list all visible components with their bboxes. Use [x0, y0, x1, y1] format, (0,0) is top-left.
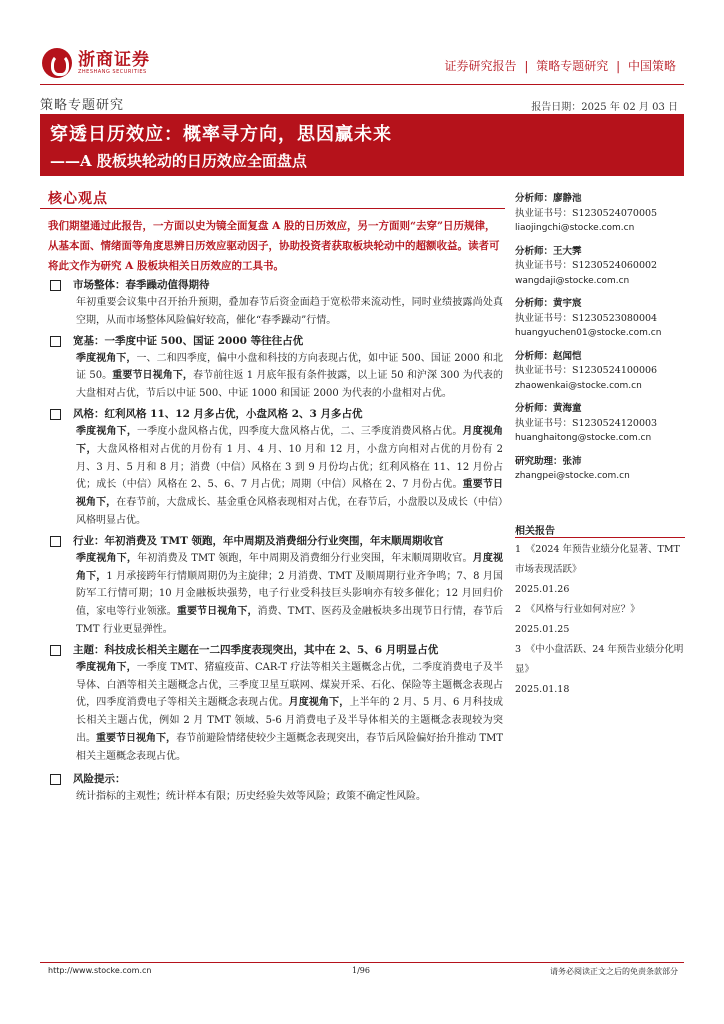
- analyst-role: 研究助理：: [515, 455, 563, 467]
- analyst-role: 分析师：: [515, 298, 554, 309]
- section-lead: 季度视角下，: [76, 425, 138, 437]
- core-intro: 我们期望通过此报告，一方面以史为镜全面复盘 A 股的日历效应，另一方面则“去穿”日历规律，从基本面、情绪面等角度思辨日历效应驱动因子，协助投资者获取板块轮动中的超额收益。读者可将此文作为研究 A 股板块相关日历效应的工具书。: [48, 220, 500, 272]
- section-body: [48, 423, 503, 530]
- section-body: [48, 350, 503, 403]
- analyst-card: [515, 455, 685, 484]
- section-heading-text: 风格：红利风格 11、12 月多占优，小盘风格 2、3 月多占优: [73, 407, 363, 420]
- related-item[interactable]: [515, 540, 685, 600]
- section-lead: 月度视角下，: [288, 697, 350, 709]
- section-text: 在春节前，大盘成长、基金重仓风格表现相对占优，在春节后，小盘股以及成长（中信）风格明显占优。: [76, 497, 504, 526]
- section-lead: 季度视角下，: [76, 552, 138, 564]
- related-date: 2025.01.26: [515, 584, 570, 595]
- analyst-cert: 执业证书号：S1230524120003: [515, 417, 658, 429]
- section-heading: [48, 641, 503, 659]
- analyst-cert: 执业证书号：S1230524060002: [515, 260, 658, 271]
- footer-url[interactable]: http://www.stocke.com.cn: [48, 966, 152, 975]
- section-lead: 重要节日视角下，: [96, 732, 177, 744]
- analyst-email[interactable]: liaojingchi@stocke.com.cn: [515, 223, 635, 233]
- section-heading: [48, 532, 503, 550]
- header-rule: [40, 84, 684, 85]
- footer-rule: [40, 962, 684, 963]
- section-heading: [48, 405, 503, 423]
- analyst-cert: 执业证书号：S1230524070005: [515, 207, 658, 219]
- related-list: [515, 540, 685, 700]
- related-date: 2025.01.18: [515, 684, 570, 695]
- checkbox-icon: [50, 645, 61, 656]
- analyst-name: 张沛: [562, 455, 582, 467]
- checkbox-icon: [50, 280, 61, 291]
- section-lead: 重要节日视角下，: [76, 479, 504, 509]
- section-lead: 季度视角下，: [76, 352, 137, 364]
- section-text: 一季度 TMT、猪瘟疫苗、CAR-T 疗法等相关主题概念占优，二季度消费电子及半导体、白酒等相关主题概念占优，三季度卫星互联网、煤炭开采、石化、保险等主题概念表现占优，四季度消费电子等相关主题概念表现占优。: [76, 661, 504, 709]
- analyst-name-line: [515, 297, 685, 312]
- nav-item: 策略专题研究: [536, 59, 609, 73]
- title-banner: [40, 114, 684, 176]
- analyst-email[interactable]: huangyuchen01@stocke.com.cn: [515, 328, 662, 338]
- section-heading: [48, 332, 503, 350]
- section-lead: 季度视角下，: [76, 661, 137, 673]
- related-date: 2025.01.25: [515, 624, 570, 635]
- analyst-email[interactable]: zhaowenkai@stocke.com.cn: [515, 380, 642, 391]
- nav-item: 证券研究报告: [444, 59, 517, 73]
- core-section: [48, 532, 503, 639]
- analyst-card: [515, 350, 685, 394]
- core-section: [48, 770, 503, 806]
- related-item[interactable]: [515, 640, 685, 700]
- section-text: 春节前往返 1 月底年报有条件披露，以上证 50 和沪深 300 为代表的大盘相对占优，节后以中证 500、中证 1000 和国证 2000 为代表的小盘相对占优。: [76, 370, 504, 400]
- checkbox-icon: [50, 774, 61, 785]
- analyst-card: [515, 297, 685, 341]
- section-text: 大盘风格相对占优的月份有 1 月、4 月、10 月和 12 月，小盘方向相对占优的月份有 2 月、3 月、5 月和 8 月；消费（中信）风格在 3 到 9 月份均占优；红利风格在 11、12 月份占优；成长（中信）风格在 2、5、6、7 月占优；周期（中信）风格在 2、7 月份占优。: [76, 443, 504, 491]
- section-lead: 月度视角下，: [76, 425, 504, 455]
- analyst-email[interactable]: wangdaji@stocke.com.cn: [515, 275, 630, 286]
- analyst-card: [515, 192, 685, 236]
- section-body: [48, 788, 503, 806]
- section-body: [48, 659, 503, 766]
- analyst-role: 分析师：: [515, 403, 554, 414]
- section-heading: [48, 770, 503, 788]
- analyst-name: 赵闻恺: [553, 350, 582, 362]
- related-text: 《风格与行业如何对应？》: [530, 604, 640, 615]
- logo: [42, 48, 150, 78]
- logo-mark-icon: [42, 48, 72, 78]
- related-number: 1: [515, 544, 531, 555]
- analyst-name-line: [515, 245, 685, 260]
- section-lead: 月度视角下，: [76, 552, 504, 582]
- section-heading-text: 行业：年初消费及 TMT 领跑，年中周期及消费细分行业突围，年末顺周期收官: [73, 534, 444, 547]
- analyst-cert: 执业证书号：S1230523080004: [515, 312, 658, 324]
- section-text: 年初重要会议集中召开抬升预期，叠加春节后资金面趋于宽松带来流动性，同时业绩披露尚处真空期，从而市场整体风险偏好较高，催化“春季躁动”行情。: [76, 297, 503, 326]
- analyst-email[interactable]: zhangpei@stocke.com.cn: [515, 471, 630, 481]
- checkbox-icon: [50, 536, 61, 547]
- analyst-list: [515, 192, 685, 493]
- analyst-card: [515, 402, 685, 446]
- related-number: 2: [515, 604, 531, 615]
- section-text: 一、二和四季度，偏中小盘和科技的方向表现占优，如中证 500、国证 2000 和北证 50。: [76, 352, 504, 382]
- section-text: 春节前避险情绪使较少主题概念表现突出，春节后风险偏好抬升推动 TMT 相关主题概念表现占优。: [76, 732, 503, 762]
- section-heading: [48, 276, 503, 294]
- section-lead: 重要节日视角下，: [176, 606, 258, 618]
- section-text: 消费、TMT、医药及金融板块多出现节日行情，春节后 TMT 行业更显弹性。: [76, 606, 503, 635]
- footer-disclaimer: 请务必阅读正文之后的免责条款部分: [550, 967, 678, 976]
- page-title: 穿透日历效应：概率寻方向，思因赢未来: [50, 124, 392, 145]
- core-title: 核心观点: [48, 191, 108, 207]
- core-section: [48, 405, 503, 530]
- logo-subtext: ZHESHANG SECURITIES: [78, 69, 147, 75]
- section-text: 上半年的 2 月、5 月、6 月科技成长相关主题占优，例如 2 月 TMT 领域、5-6 月消费电子及半导体相关的主题概念表现较为突出。: [76, 697, 503, 744]
- analyst-role: 分析师：: [515, 193, 554, 204]
- report-date: 报告日期：2025 年 02 月 03 日: [531, 102, 678, 113]
- analyst-name-line: [515, 350, 685, 365]
- core-section: [48, 641, 503, 766]
- related-text: 《2024 年预告业绩分化显著、TMT 市场表现活跃》: [515, 544, 680, 575]
- analyst-name: 廖静池: [553, 193, 582, 204]
- analyst-name: 黄海童: [553, 403, 582, 414]
- logo-text: 浙商证券: [78, 50, 150, 70]
- section-heading-text: 主题：科技成长相关主题在一二四季度表现突出，其中在 2、5、6 月明显占优: [73, 643, 439, 656]
- core-section: [48, 276, 503, 330]
- nav-separator: |: [524, 59, 529, 73]
- nav-separator: |: [616, 59, 621, 73]
- analyst-name-line: [515, 455, 685, 470]
- checkbox-icon: [50, 336, 61, 347]
- doc-type: 策略专题研究: [40, 98, 125, 113]
- related-rule: [515, 537, 685, 538]
- page-subtitle: ——A 股板块轮动的日历效应全面盘点: [50, 152, 307, 170]
- related-number: 3: [515, 644, 531, 655]
- nav-item: 中国策略: [627, 59, 676, 73]
- analyst-name: 黄宇宸: [553, 298, 582, 309]
- analyst-email[interactable]: huanghaitong@stocke.com.cn: [515, 433, 652, 443]
- section-text: 一季度小盘风格占优，四季度大盘风格占优，二、三季度消费风格占优。: [137, 425, 463, 437]
- core-rule: [40, 208, 505, 209]
- page-number: 1/96: [352, 966, 370, 975]
- section-lead: 重要节日视角下，: [112, 370, 194, 382]
- section-text: 1 月承接跨年行情顺周期仍为主旋律；2 月消费、TMT 及顺周期行业齐争鸣；7、8 月国防军工行情可期；10 月金融板块强势，电子行业受科技巨头影响亦有较多催化；12 月回归价值，家电等行业领涨。: [76, 570, 504, 618]
- analyst-card: [515, 245, 685, 289]
- analyst-name: 王大霁: [553, 245, 582, 257]
- analyst-role: 分析师：: [515, 350, 554, 362]
- section-heading-text: 市场整体：春季躁动值得期待: [73, 279, 210, 291]
- section-text: 年初消费及 TMT 领跑，年中周期及消费细分行业突围，年末顺周期收官。: [137, 552, 473, 564]
- header-nav: [443, 57, 678, 74]
- section-body: [48, 294, 503, 330]
- analyst-role: 分析师：: [515, 245, 554, 257]
- section-heading-text: 宽基：一季度中证 500、国证 2000 等往往占优: [73, 334, 304, 347]
- related-item[interactable]: [515, 600, 685, 640]
- core-section: [48, 332, 503, 403]
- section-heading-text: 风险提示：: [73, 772, 126, 785]
- analyst-cert: 执业证书号：S1230524100006: [515, 365, 658, 376]
- related-title: 相关报告: [515, 526, 555, 537]
- checkbox-icon: [50, 409, 61, 420]
- analyst-name-line: [515, 402, 685, 417]
- section-body: [48, 550, 503, 639]
- related-text: 《中小盘活跃、24 年预告业绩分化明显》: [515, 644, 684, 675]
- analyst-name-line: [515, 192, 685, 207]
- section-text: 统计指标的主观性；统计样本有限；历史经验失效等风险；政策不确定性风险。: [76, 790, 426, 802]
- core-sections: [48, 276, 503, 805]
